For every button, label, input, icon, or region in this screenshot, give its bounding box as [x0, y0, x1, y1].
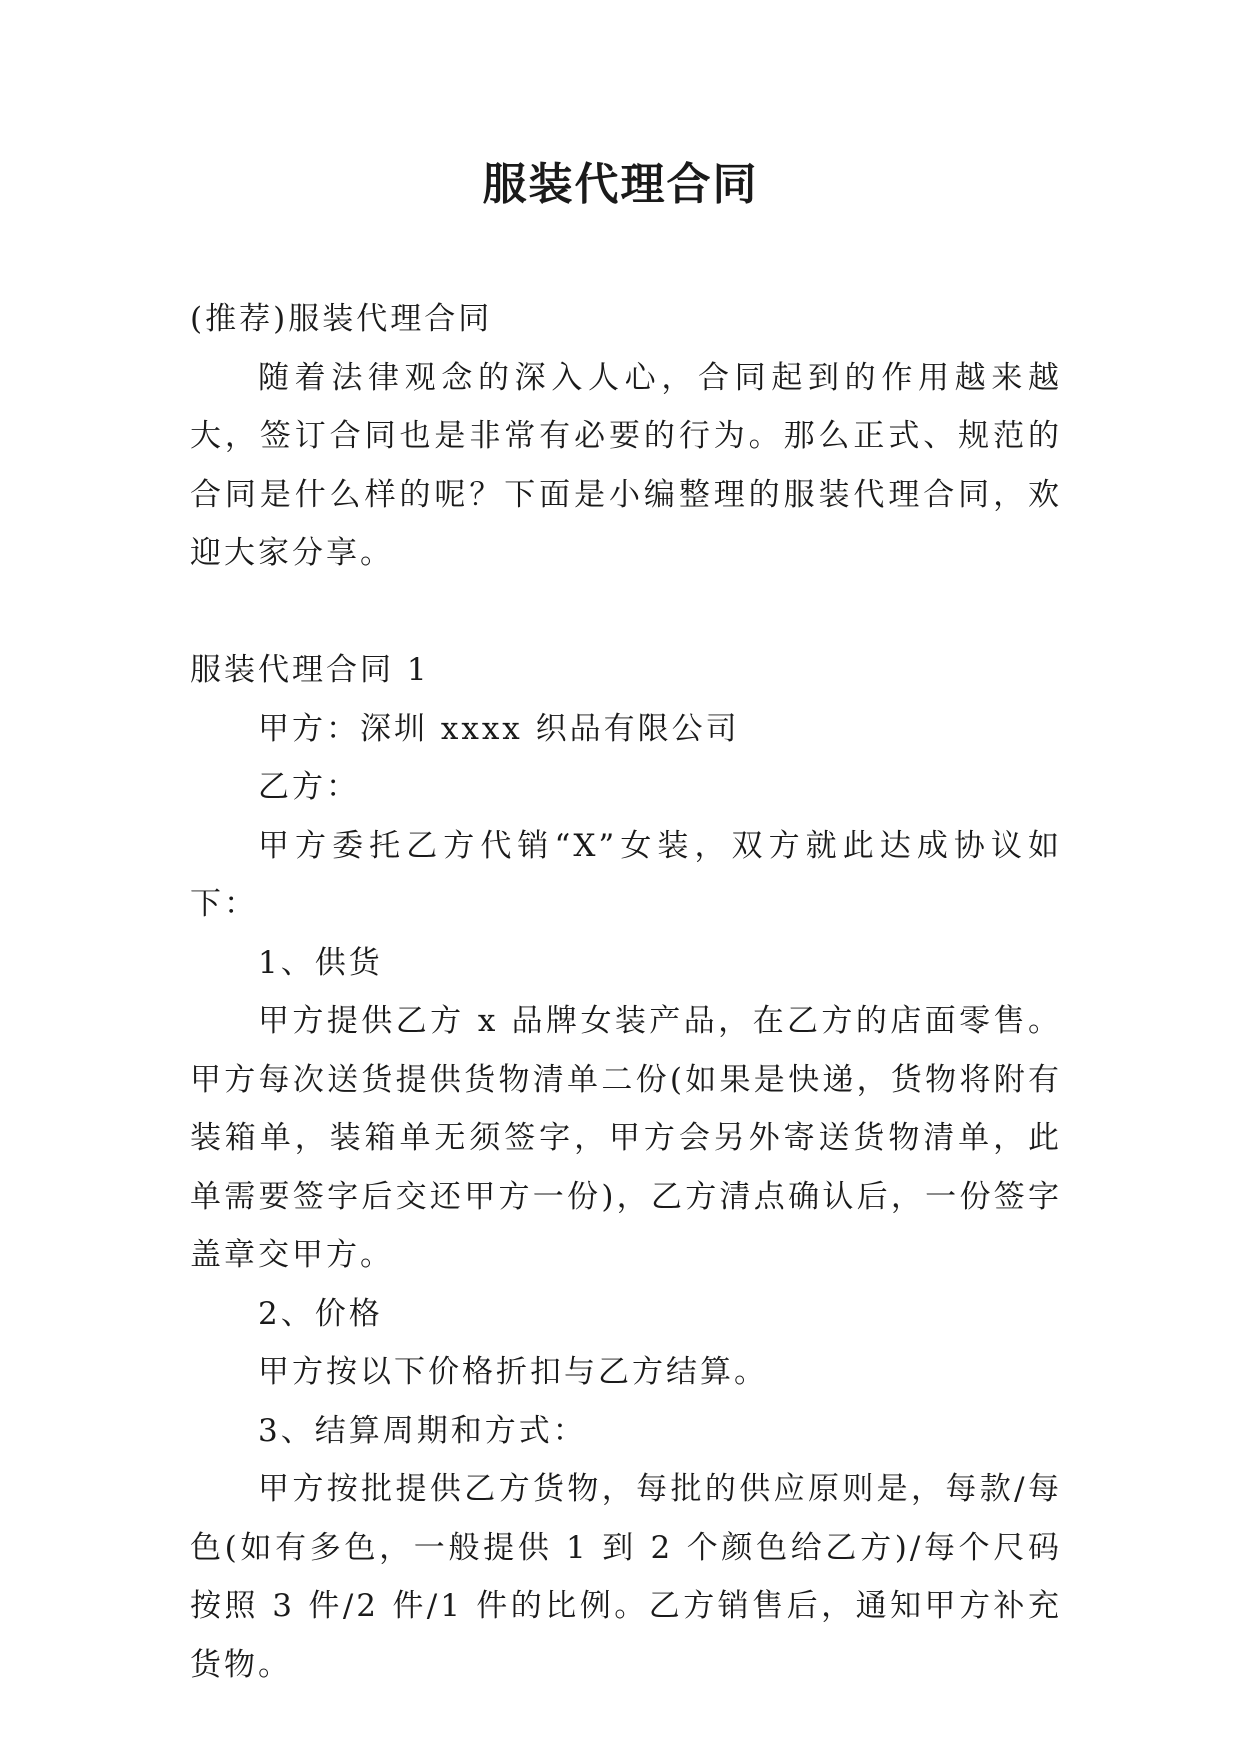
subtitle: (推荐)服装代理合同	[190, 301, 493, 337]
clause-3-text: 甲方按批提供乙方货物，每批的供应原则是，每款/每色(如有多色，一般提供 1 到 2 个颜色给乙方)/每个尺码按照 3 件/2 件/1 件的比例。乙方销售后，通知甲方补充货物。	[190, 1471, 1062, 1683]
paragraph-gap	[190, 583, 1062, 642]
document-body	[190, 290, 1062, 1694]
agreement-statement: 甲方委托乙方代销“X”女装，双方就此达成协议如下：	[190, 827, 1062, 922]
party-a: 甲方：深圳 xxxx 织品有限公司	[258, 710, 740, 747]
party-b: 乙方：	[258, 769, 360, 805]
document-title: 服装代理合同	[482, 159, 759, 210]
section-title: 服装代理合同 1	[190, 652, 430, 688]
intro-paragraph: 随着法律观念的深入人心，合同起到的作用越来越大，签订合同也是非常有必要的行为。那么正式、规范的合同是什么样的呢？下面是小编整理的服装代理合同，欢迎大家分享。	[190, 359, 1062, 571]
clause-2-text: 甲方按以下价格折扣与乙方结算。	[258, 1354, 768, 1390]
clause-3-title: 3、结算周期和方式：	[258, 1412, 587, 1449]
clause-2-title: 2、价格	[258, 1295, 383, 1332]
clause-1-text: 甲方提供乙方 x 品牌女装产品，在乙方的店面零售。甲方每次送货提供货物清单二份(如果是快递，货物将附有装箱单，装箱单无须签字，甲方会另外寄送货物清单，此单需要签字后交还甲方一份)，乙方清点确认后，一份签字盖章交甲方。	[190, 1003, 1062, 1273]
clause-1-title: 1、供货	[258, 944, 383, 981]
